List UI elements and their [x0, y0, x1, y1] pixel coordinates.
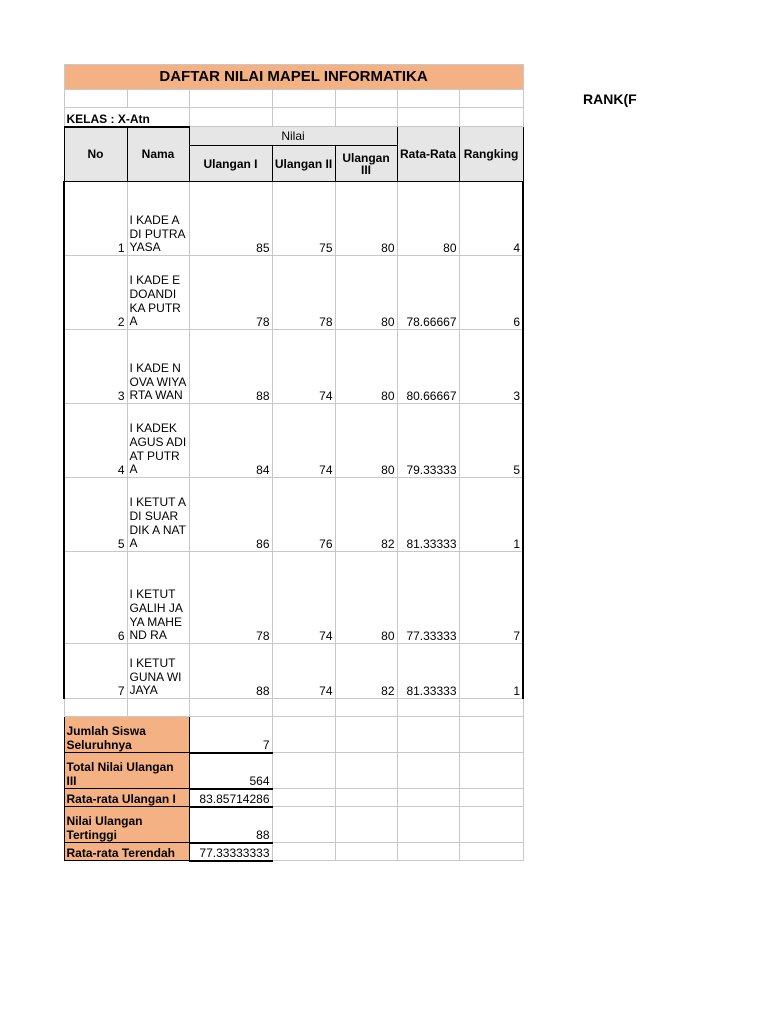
average-score[interactable]: 80.66667 [397, 330, 459, 404]
ulangan-2-score[interactable]: 74 [272, 552, 335, 644]
student-name[interactable]: I KETUT GALIH JAYA MAHEND RA [127, 552, 189, 644]
student-no[interactable]: 5 [64, 478, 127, 552]
table-row [64, 644, 523, 699]
ulangan-1-score[interactable]: 86 [189, 478, 272, 552]
header-ulangan-1[interactable]: Ulangan I [189, 146, 272, 182]
empty-cell[interactable] [335, 807, 397, 843]
empty-cell[interactable] [335, 90, 397, 108]
ulangan-3-score[interactable]: 80 [335, 404, 397, 478]
summary-label[interactable]: Total Nilai Ulangan III [64, 753, 189, 789]
empty-cell[interactable] [335, 699, 397, 717]
empty-cell[interactable] [272, 108, 335, 127]
empty-cell[interactable] [272, 789, 335, 807]
empty-cell[interactable] [127, 699, 189, 717]
ulangan-3-score[interactable]: 80 [335, 256, 397, 330]
kelas-label[interactable]: KELAS : X-Atn [64, 108, 189, 127]
summary-label[interactable]: Rata-rata Terendah [64, 843, 189, 861]
empty-cell[interactable] [397, 789, 459, 807]
average-score[interactable]: 78.66667 [397, 256, 459, 330]
ulangan-3-score[interactable]: 80 [335, 330, 397, 404]
spreadsheet [63, 64, 522, 862]
summary-row [64, 789, 523, 807]
student-no[interactable]: 7 [64, 644, 127, 699]
summary-value[interactable]: 77.33333333 [189, 843, 272, 861]
grade-table [63, 64, 524, 862]
student-name[interactable]: I KETUT GUNA WIJAYA [127, 644, 189, 699]
ranking[interactable]: 1 [459, 644, 523, 699]
empty-cell[interactable] [64, 699, 127, 717]
summary-row [64, 843, 523, 861]
average-score[interactable]: 77.33333 [397, 552, 459, 644]
student-name[interactable]: I KADE ADI PUTRA YASA [127, 182, 189, 256]
ranking[interactable]: 1 [459, 478, 523, 552]
ulangan-1-score[interactable]: 88 [189, 330, 272, 404]
ulangan-3-score[interactable]: 80 [335, 182, 397, 256]
empty-cell[interactable] [459, 699, 523, 717]
table-row [64, 256, 523, 330]
empty-cell[interactable] [397, 699, 459, 717]
ulangan-2-score[interactable]: 74 [272, 404, 335, 478]
empty-cell[interactable] [272, 807, 335, 843]
ulangan-1-score[interactable]: 85 [189, 182, 272, 256]
student-no[interactable]: 4 [64, 404, 127, 478]
ulangan-2-score[interactable]: 75 [272, 182, 335, 256]
empty-cell[interactable] [335, 789, 397, 807]
empty-cell[interactable] [189, 108, 272, 127]
ulangan-3-score[interactable]: 82 [335, 478, 397, 552]
ulangan-2-score[interactable]: 74 [272, 644, 335, 699]
header-nama[interactable]: Nama [127, 127, 189, 182]
summary-value[interactable]: 564 [189, 753, 272, 789]
table-row [64, 404, 523, 478]
header-ulangan-2[interactable]: Ulangan II [272, 146, 335, 182]
empty-cell[interactable] [189, 90, 272, 108]
summary-row [64, 807, 523, 843]
ulangan-1-score[interactable]: 78 [189, 256, 272, 330]
ulangan-1-score[interactable]: 84 [189, 404, 272, 478]
empty-cell[interactable] [459, 108, 523, 127]
empty-cell[interactable] [127, 90, 189, 108]
student-name[interactable]: I KADE NOVA WIYARTA WAN [127, 330, 189, 404]
ulangan-1-score[interactable]: 78 [189, 552, 272, 644]
empty-cell[interactable] [459, 90, 523, 108]
empty-cell[interactable] [272, 717, 335, 753]
table-row [64, 330, 523, 404]
summary-row [64, 753, 523, 789]
empty-cell[interactable] [335, 108, 397, 127]
ranking[interactable]: 6 [459, 256, 523, 330]
empty-cell[interactable] [397, 90, 459, 108]
ranking[interactable]: 4 [459, 182, 523, 256]
average-score[interactable]: 81.33333 [397, 478, 459, 552]
student-name[interactable]: I KETUT ADI SUARDIK A NATA [127, 478, 189, 552]
ulangan-1-score[interactable]: 88 [189, 644, 272, 699]
ranking[interactable]: 7 [459, 552, 523, 644]
table-row [64, 552, 523, 644]
ranking[interactable]: 5 [459, 404, 523, 478]
empty-cell[interactable] [459, 753, 523, 789]
header-rangking[interactable]: Rangking [459, 127, 523, 182]
empty-cell[interactable] [459, 717, 523, 753]
header-rata-rata[interactable]: Rata-Rata [397, 127, 459, 182]
student-name[interactable]: I KADE EDOANDI KA PUTRA [127, 256, 189, 330]
header-nilai[interactable]: Nilai [189, 127, 397, 146]
student-no[interactable]: 1 [64, 182, 127, 256]
empty-cell[interactable] [335, 753, 397, 789]
ranking[interactable]: 3 [459, 330, 523, 404]
header-ulangan-3[interactable]: Ulangan III [335, 146, 397, 182]
average-score[interactable]: 81.33333 [397, 644, 459, 699]
empty-cell[interactable] [335, 717, 397, 753]
rank-formula-label[interactable]: RANK(F [583, 91, 637, 107]
summary-value[interactable]: 88 [189, 807, 272, 843]
empty-cell[interactable] [335, 843, 397, 861]
student-no[interactable]: 3 [64, 330, 127, 404]
summary-value[interactable]: 83.85714286 [189, 789, 272, 807]
ulangan-3-score[interactable]: 82 [335, 644, 397, 699]
table-row [64, 478, 523, 552]
average-score[interactable]: 80 [397, 182, 459, 256]
student-rows [64, 182, 523, 717]
empty-cell[interactable] [397, 108, 459, 127]
ulangan-3-score[interactable]: 80 [335, 552, 397, 644]
summary-label[interactable]: Nilai Ulangan Tertinggi [64, 807, 189, 843]
table-row [64, 182, 523, 256]
student-no[interactable]: 2 [64, 256, 127, 330]
empty-cell[interactable] [397, 843, 459, 861]
summary-label[interactable]: Rata-rata Ulangan I [64, 789, 189, 807]
summary-row [64, 717, 523, 753]
average-score[interactable]: 79.33333 [397, 404, 459, 478]
ulangan-2-score[interactable]: 78 [272, 256, 335, 330]
header-no[interactable]: No [64, 127, 127, 182]
empty-cell[interactable] [397, 807, 459, 843]
empty-cell[interactable] [64, 90, 127, 108]
ulangan-2-score[interactable]: 76 [272, 478, 335, 552]
empty-cell[interactable] [272, 699, 335, 717]
empty-cell[interactable] [272, 753, 335, 789]
empty-cell[interactable] [397, 753, 459, 789]
student-no[interactable]: 6 [64, 552, 127, 644]
empty-cell[interactable] [397, 717, 459, 753]
student-name[interactable]: I KADEK AGUS ADIAT PUTRA [127, 404, 189, 478]
empty-cell[interactable] [459, 843, 523, 861]
empty-cell[interactable] [272, 90, 335, 108]
empty-cell[interactable] [459, 789, 523, 807]
summary-label[interactable]: Jumlah Siswa Seluruhnya [64, 717, 189, 753]
empty-cell[interactable] [272, 843, 335, 861]
summary-rows [64, 717, 523, 861]
empty-cell[interactable] [459, 807, 523, 843]
empty-cell[interactable] [189, 699, 272, 717]
ulangan-2-score[interactable]: 74 [272, 330, 335, 404]
summary-value[interactable]: 7 [189, 717, 272, 753]
sheet-title[interactable]: DAFTAR NILAI MAPEL INFORMATIKA [64, 65, 523, 90]
